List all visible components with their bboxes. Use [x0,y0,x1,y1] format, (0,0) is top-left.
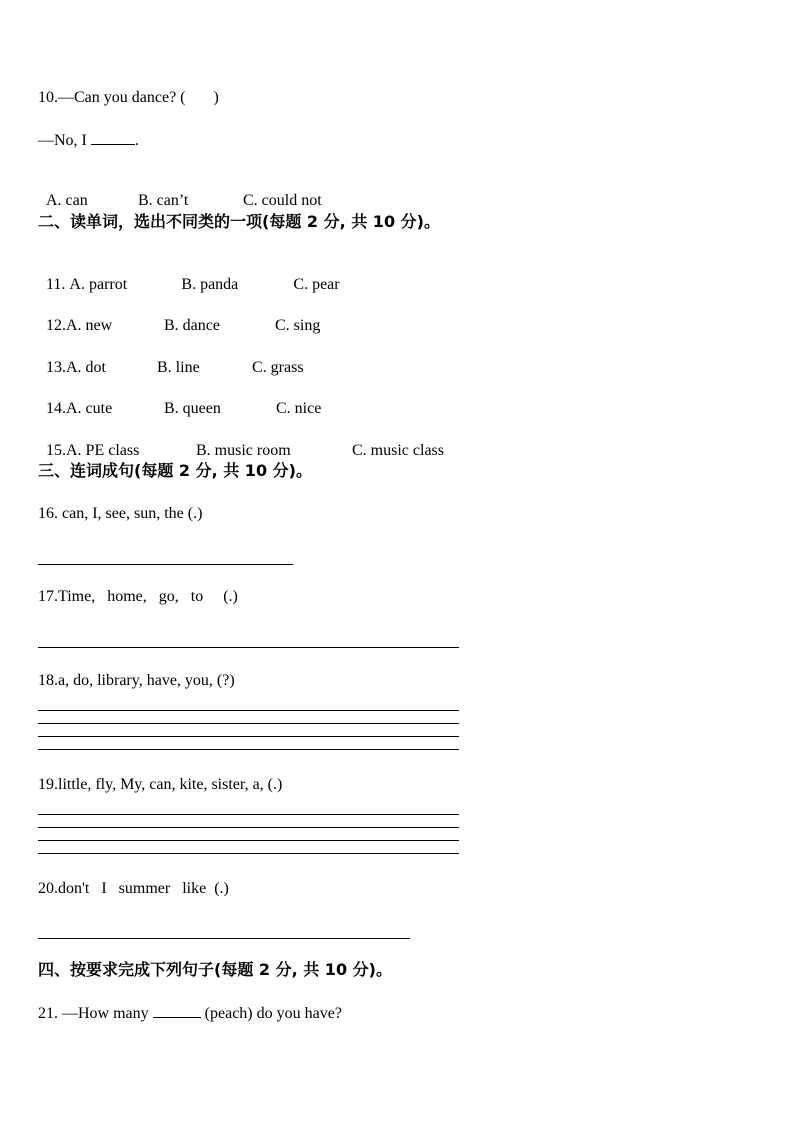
section-2-heading: 二、读单词，选出不同类的一项(每题 2 分, 共 10 分)。 [38,212,440,231]
question-number: 15. [46,442,66,459]
question-21-suffix: (peach) do you have? [200,1005,342,1022]
question-20: 20.don't I summer like (.) [38,880,229,897]
question-15 [38,421,444,461]
writing-line[interactable] [38,814,459,815]
writing-line[interactable] [38,853,459,854]
question-12 [38,296,320,336]
question-number: 12. [46,317,66,334]
option-a[interactable]: A. PE class [66,442,140,459]
section-3-heading: 三、连词成句(每题 2 分, 共 10 分)。 [38,461,312,480]
question-10-options [38,171,322,211]
question-11 [38,255,340,295]
question-number: 14. [46,400,66,417]
question-13 [38,338,304,378]
option-c[interactable]: C. sing [275,317,321,334]
option-c[interactable]: C. pear [293,276,340,293]
option-a[interactable]: A. dot [66,359,106,376]
section-4-heading: 四、按要求完成下列句子(每题 2 分, 共 10 分)。 [38,960,392,979]
question-18: 18.a, do, library, have, you, (?) [38,672,235,689]
question-19: 19.little, fly, My, can, kite, sister, a, (.) [38,776,283,793]
writing-line[interactable] [38,749,459,750]
question-16: 16. can, I, see, sun, the (.) [38,505,203,522]
answer-prefix: —No, I [38,132,91,149]
question-17: 17.Time, home, go, to (.) [38,588,238,605]
answer-blank[interactable] [91,130,135,145]
answer-suffix: . [134,132,139,149]
question-number: 11. [46,276,70,293]
option-b[interactable]: B. dance [164,317,220,334]
option-b[interactable]: B. line [157,359,200,376]
writing-line[interactable] [38,723,459,724]
option-c[interactable]: C. music class [352,442,444,459]
option-b[interactable]: B. panda [181,276,239,293]
question-number: 13. [46,359,66,376]
question-21-prefix: 21. —How many [38,1005,153,1022]
writing-line[interactable] [38,736,459,737]
writing-line[interactable] [38,710,459,711]
option-c[interactable]: C. grass [252,359,304,376]
question-10-prompt: 10.—Can you dance? ( ) [38,89,219,106]
writing-line[interactable] [38,827,459,828]
option-b[interactable]: B. queen [164,400,221,417]
option-c[interactable]: C. nice [276,400,322,417]
writing-line[interactable] [38,840,459,841]
question-10-answer [38,130,139,151]
option-a[interactable]: A. parrot [69,276,128,293]
option-a[interactable]: A. new [66,317,113,334]
answer-line[interactable] [38,647,459,648]
answer-blank[interactable] [153,1003,201,1018]
question-21 [38,1003,342,1024]
answer-line[interactable] [38,938,410,939]
option-b[interactable]: B. music room [196,442,291,459]
question-14 [38,379,321,419]
option-b[interactable]: B. can’t [138,192,189,209]
option-a[interactable]: A. can [46,192,88,209]
answer-line[interactable] [38,564,293,565]
option-c[interactable]: C. could not [243,192,322,209]
option-a[interactable]: A. cute [66,400,113,417]
